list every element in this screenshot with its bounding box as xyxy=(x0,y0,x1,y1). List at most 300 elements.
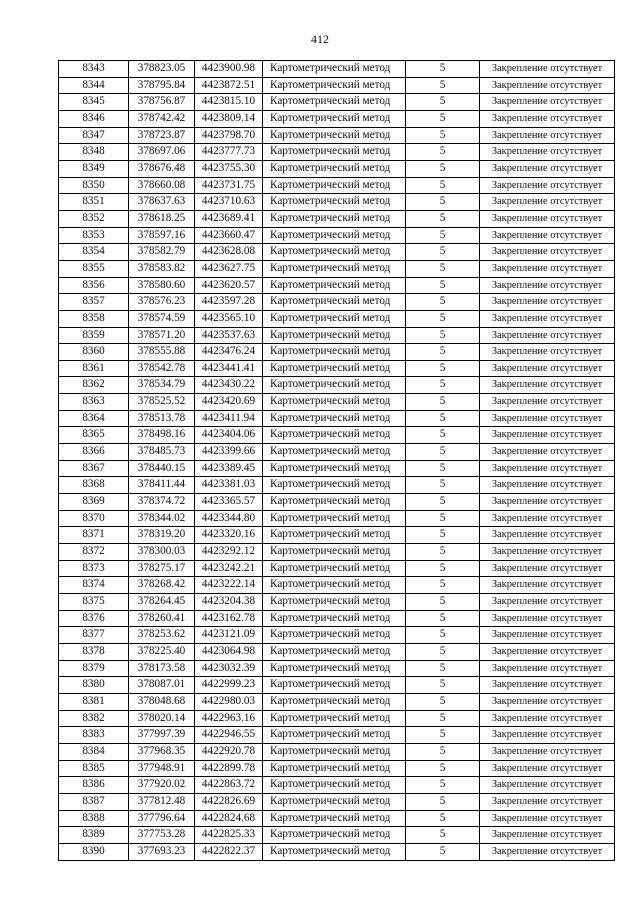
method-cell: Картометрический метод xyxy=(263,777,406,794)
method-cell: Картометрический метод xyxy=(263,394,406,411)
method-cell: Картометрический метод xyxy=(263,594,406,611)
y-coordinate-cell: 4423064.98 xyxy=(195,643,263,660)
y-coordinate-cell: 4423420.69 xyxy=(195,394,263,411)
method-cell: Картометрический метод xyxy=(263,194,406,211)
method-cell: Картометрический метод xyxy=(263,177,406,194)
point-number-cell: 8390 xyxy=(59,843,129,860)
accuracy-cell: 5 xyxy=(406,660,480,677)
x-coordinate-cell: 378440.15 xyxy=(129,460,195,477)
x-coordinate-cell: 378498.16 xyxy=(129,427,195,444)
method-cell: Картометрический метод xyxy=(263,760,406,777)
method-cell: Картометрический метод xyxy=(263,444,406,461)
table-row xyxy=(59,444,615,461)
y-coordinate-cell: 4423121.09 xyxy=(195,627,263,644)
table-row xyxy=(59,494,615,511)
x-coordinate-cell: 378723.87 xyxy=(129,127,195,144)
x-coordinate-cell: 378173.58 xyxy=(129,660,195,677)
x-coordinate-cell: 378580.60 xyxy=(129,277,195,294)
accuracy-cell: 5 xyxy=(406,310,480,327)
y-coordinate-cell: 4422899.78 xyxy=(195,760,263,777)
method-cell: Картометрический метод xyxy=(263,560,406,577)
x-coordinate-cell: 378697.06 xyxy=(129,144,195,161)
method-cell: Картометрический метод xyxy=(263,843,406,860)
fixing-cell: Закрепление отсутствует xyxy=(480,577,615,594)
x-coordinate-cell: 378534.79 xyxy=(129,377,195,394)
accuracy-cell: 5 xyxy=(406,793,480,810)
y-coordinate-cell: 4423381.03 xyxy=(195,477,263,494)
fixing-cell: Закрепление отсутствует xyxy=(480,843,615,860)
fixing-cell: Закрепление отсутствует xyxy=(480,477,615,494)
accuracy-cell: 5 xyxy=(406,710,480,727)
method-cell: Картометрический метод xyxy=(263,360,406,377)
x-coordinate-cell: 378048.68 xyxy=(129,693,195,710)
y-coordinate-cell: 4423204.38 xyxy=(195,594,263,611)
method-cell: Картометрический метод xyxy=(263,144,406,161)
x-coordinate-cell: 378513.78 xyxy=(129,410,195,427)
fixing-cell: Закрепление отсутствует xyxy=(480,693,615,710)
x-coordinate-cell: 377997.39 xyxy=(129,727,195,744)
accuracy-cell: 5 xyxy=(406,160,480,177)
table-row xyxy=(59,160,615,177)
fixing-cell: Закрепление отсутствует xyxy=(480,61,615,78)
method-cell: Картометрический метод xyxy=(263,160,406,177)
table-row xyxy=(59,743,615,760)
table-row xyxy=(59,843,615,860)
accuracy-cell: 5 xyxy=(406,643,480,660)
point-number-cell: 8369 xyxy=(59,494,129,511)
table-row xyxy=(59,310,615,327)
method-cell: Картометрический метод xyxy=(263,244,406,261)
y-coordinate-cell: 4423032.39 xyxy=(195,660,263,677)
accuracy-cell: 5 xyxy=(406,144,480,161)
y-coordinate-cell: 4423162.78 xyxy=(195,610,263,627)
accuracy-cell: 5 xyxy=(406,227,480,244)
table-row xyxy=(59,227,615,244)
table-row xyxy=(59,594,615,611)
y-coordinate-cell: 4423344.80 xyxy=(195,510,263,527)
accuracy-cell: 5 xyxy=(406,344,480,361)
table-row xyxy=(59,61,615,78)
fixing-cell: Закрепление отсутствует xyxy=(480,360,615,377)
accuracy-cell: 5 xyxy=(406,110,480,127)
accuracy-cell: 5 xyxy=(406,743,480,760)
method-cell: Картометрический метод xyxy=(263,544,406,561)
point-number-cell: 8366 xyxy=(59,444,129,461)
y-coordinate-cell: 4423430.22 xyxy=(195,377,263,394)
y-coordinate-cell: 4422980.03 xyxy=(195,693,263,710)
fixing-cell: Закрепление отсутствует xyxy=(480,793,615,810)
fixing-cell: Закрепление отсутствует xyxy=(480,210,615,227)
fixing-cell: Закрепление отсутствует xyxy=(480,710,615,727)
method-cell: Картометрический метод xyxy=(263,710,406,727)
y-coordinate-cell: 4423242.21 xyxy=(195,560,263,577)
y-coordinate-cell: 4422825.33 xyxy=(195,827,263,844)
x-coordinate-cell: 378795.84 xyxy=(129,77,195,94)
accuracy-cell: 5 xyxy=(406,627,480,644)
table-row xyxy=(59,577,615,594)
point-number-cell: 8345 xyxy=(59,94,129,111)
point-number-cell: 8357 xyxy=(59,294,129,311)
fixing-cell: Закрепление отсутствует xyxy=(480,544,615,561)
method-cell: Картометрический метод xyxy=(263,61,406,78)
method-cell: Картометрический метод xyxy=(263,810,406,827)
x-coordinate-cell: 378260.41 xyxy=(129,610,195,627)
y-coordinate-cell: 4423411.94 xyxy=(195,410,263,427)
fixing-cell: Закрепление отсутствует xyxy=(480,494,615,511)
point-number-cell: 8376 xyxy=(59,610,129,627)
fixing-cell: Закрепление отсутствует xyxy=(480,160,615,177)
y-coordinate-cell: 4423689.41 xyxy=(195,210,263,227)
point-number-cell: 8381 xyxy=(59,693,129,710)
accuracy-cell: 5 xyxy=(406,843,480,860)
point-number-cell: 8375 xyxy=(59,594,129,611)
point-number-cell: 8383 xyxy=(59,727,129,744)
accuracy-cell: 5 xyxy=(406,427,480,444)
table-row xyxy=(59,177,615,194)
x-coordinate-cell: 377796.64 xyxy=(129,810,195,827)
fixing-cell: Закрепление отсутствует xyxy=(480,777,615,794)
x-coordinate-cell: 378319.20 xyxy=(129,527,195,544)
method-cell: Картометрический метод xyxy=(263,643,406,660)
accuracy-cell: 5 xyxy=(406,477,480,494)
point-number-cell: 8389 xyxy=(59,827,129,844)
x-coordinate-cell: 377753.28 xyxy=(129,827,195,844)
x-coordinate-cell: 378618.25 xyxy=(129,210,195,227)
point-number-cell: 8362 xyxy=(59,377,129,394)
fixing-cell: Закрепление отсутствует xyxy=(480,527,615,544)
accuracy-cell: 5 xyxy=(406,610,480,627)
table-row xyxy=(59,777,615,794)
accuracy-cell: 5 xyxy=(406,277,480,294)
y-coordinate-cell: 4423404.06 xyxy=(195,427,263,444)
x-coordinate-cell: 378756.87 xyxy=(129,94,195,111)
table-row xyxy=(59,810,615,827)
y-coordinate-cell: 4423872.51 xyxy=(195,77,263,94)
table-row xyxy=(59,210,615,227)
y-coordinate-cell: 4423627.75 xyxy=(195,260,263,277)
table-row xyxy=(59,77,615,94)
method-cell: Картометрический метод xyxy=(263,477,406,494)
table-row xyxy=(59,110,615,127)
accuracy-cell: 5 xyxy=(406,127,480,144)
table-row xyxy=(59,510,615,527)
fixing-cell: Закрепление отсутствует xyxy=(480,677,615,694)
fixing-cell: Закрепление отсутствует xyxy=(480,194,615,211)
x-coordinate-cell: 378660.08 xyxy=(129,177,195,194)
point-number-cell: 8365 xyxy=(59,427,129,444)
method-cell: Картометрический метод xyxy=(263,660,406,677)
y-coordinate-cell: 4423320.16 xyxy=(195,527,263,544)
x-coordinate-cell: 378742.42 xyxy=(129,110,195,127)
y-coordinate-cell: 4422920.78 xyxy=(195,743,263,760)
accuracy-cell: 5 xyxy=(406,577,480,594)
y-coordinate-cell: 4423597.28 xyxy=(195,294,263,311)
table-row xyxy=(59,244,615,261)
table-row xyxy=(59,377,615,394)
point-number-cell: 8349 xyxy=(59,160,129,177)
fixing-cell: Закрепление отсутствует xyxy=(480,244,615,261)
point-number-cell: 8359 xyxy=(59,327,129,344)
y-coordinate-cell: 4422822.37 xyxy=(195,843,263,860)
table-row xyxy=(59,344,615,361)
method-cell: Картометрический метод xyxy=(263,610,406,627)
y-coordinate-cell: 4423755.30 xyxy=(195,160,263,177)
fixing-cell: Закрепление отсутствует xyxy=(480,327,615,344)
x-coordinate-cell: 377693.23 xyxy=(129,843,195,860)
x-coordinate-cell: 378582.79 xyxy=(129,244,195,261)
table-row xyxy=(59,194,615,211)
y-coordinate-cell: 4423815.10 xyxy=(195,94,263,111)
table-row xyxy=(59,827,615,844)
method-cell: Картометрический метод xyxy=(263,460,406,477)
fixing-cell: Закрепление отсутствует xyxy=(480,227,615,244)
x-coordinate-cell: 378574.59 xyxy=(129,310,195,327)
method-cell: Картометрический метод xyxy=(263,127,406,144)
x-coordinate-cell: 378542.78 xyxy=(129,360,195,377)
fixing-cell: Закрепление отсутствует xyxy=(480,560,615,577)
coordinates-table-body xyxy=(59,61,615,861)
method-cell: Картометрический метод xyxy=(263,677,406,694)
point-number-cell: 8377 xyxy=(59,627,129,644)
method-cell: Картометрический метод xyxy=(263,527,406,544)
y-coordinate-cell: 4423292.12 xyxy=(195,544,263,561)
accuracy-cell: 5 xyxy=(406,327,480,344)
fixing-cell: Закрепление отсутствует xyxy=(480,627,615,644)
table-row xyxy=(59,643,615,660)
method-cell: Картометрический метод xyxy=(263,793,406,810)
fixing-cell: Закрепление отсутствует xyxy=(480,177,615,194)
point-number-cell: 8386 xyxy=(59,777,129,794)
table-row xyxy=(59,710,615,727)
table-row xyxy=(59,260,615,277)
accuracy-cell: 5 xyxy=(406,444,480,461)
fixing-cell: Закрепление отсутствует xyxy=(480,610,615,627)
fixing-cell: Закрепление отсутствует xyxy=(480,77,615,94)
fixing-cell: Закрепление отсутствует xyxy=(480,660,615,677)
fixing-cell: Закрепление отсутствует xyxy=(480,344,615,361)
method-cell: Картометрический метод xyxy=(263,410,406,427)
point-number-cell: 8343 xyxy=(59,61,129,78)
point-number-cell: 8388 xyxy=(59,810,129,827)
y-coordinate-cell: 4423537.63 xyxy=(195,327,263,344)
fixing-cell: Закрепление отсутствует xyxy=(480,510,615,527)
x-coordinate-cell: 378576.23 xyxy=(129,294,195,311)
accuracy-cell: 5 xyxy=(406,827,480,844)
table-row xyxy=(59,144,615,161)
x-coordinate-cell: 377968.35 xyxy=(129,743,195,760)
point-number-cell: 8371 xyxy=(59,527,129,544)
x-coordinate-cell: 378637.63 xyxy=(129,194,195,211)
table-row xyxy=(59,360,615,377)
table-row xyxy=(59,727,615,744)
accuracy-cell: 5 xyxy=(406,94,480,111)
y-coordinate-cell: 4423441.41 xyxy=(195,360,263,377)
x-coordinate-cell: 378275.17 xyxy=(129,560,195,577)
accuracy-cell: 5 xyxy=(406,560,480,577)
table-row xyxy=(59,477,615,494)
accuracy-cell: 5 xyxy=(406,777,480,794)
method-cell: Картометрический метод xyxy=(263,427,406,444)
y-coordinate-cell: 4422963.16 xyxy=(195,710,263,727)
x-coordinate-cell: 378583.82 xyxy=(129,260,195,277)
fixing-cell: Закрепление отсутствует xyxy=(480,444,615,461)
accuracy-cell: 5 xyxy=(406,177,480,194)
accuracy-cell: 5 xyxy=(406,760,480,777)
y-coordinate-cell: 4423620.57 xyxy=(195,277,263,294)
fixing-cell: Закрепление отсутствует xyxy=(480,410,615,427)
accuracy-cell: 5 xyxy=(406,727,480,744)
y-coordinate-cell: 4423731.75 xyxy=(195,177,263,194)
accuracy-cell: 5 xyxy=(406,494,480,511)
y-coordinate-cell: 4423660.47 xyxy=(195,227,263,244)
x-coordinate-cell: 378225.40 xyxy=(129,643,195,660)
y-coordinate-cell: 4422826.69 xyxy=(195,793,263,810)
x-coordinate-cell: 378485.73 xyxy=(129,444,195,461)
point-number-cell: 8368 xyxy=(59,477,129,494)
y-coordinate-cell: 4423389.45 xyxy=(195,460,263,477)
point-number-cell: 8350 xyxy=(59,177,129,194)
y-coordinate-cell: 4422946.55 xyxy=(195,727,263,744)
point-number-cell: 8354 xyxy=(59,244,129,261)
accuracy-cell: 5 xyxy=(406,460,480,477)
accuracy-cell: 5 xyxy=(406,677,480,694)
table-row xyxy=(59,677,615,694)
y-coordinate-cell: 4422824.68 xyxy=(195,810,263,827)
point-number-cell: 8380 xyxy=(59,677,129,694)
point-number-cell: 8382 xyxy=(59,710,129,727)
page-number: 412 xyxy=(311,32,329,46)
fixing-cell: Закрепление отсутствует xyxy=(480,260,615,277)
y-coordinate-cell: 4422999.23 xyxy=(195,677,263,694)
fixing-cell: Закрепление отсутствует xyxy=(480,427,615,444)
x-coordinate-cell: 378344.02 xyxy=(129,510,195,527)
x-coordinate-cell: 378411.44 xyxy=(129,477,195,494)
table-row xyxy=(59,294,615,311)
method-cell: Картометрический метод xyxy=(263,827,406,844)
table-row xyxy=(59,410,615,427)
table-row xyxy=(59,560,615,577)
method-cell: Картометрический метод xyxy=(263,210,406,227)
point-number-cell: 8353 xyxy=(59,227,129,244)
table-row xyxy=(59,527,615,544)
fixing-cell: Закрепление отсутствует xyxy=(480,310,615,327)
table-row xyxy=(59,394,615,411)
point-number-cell: 8355 xyxy=(59,260,129,277)
method-cell: Картометрический метод xyxy=(263,277,406,294)
point-number-cell: 8347 xyxy=(59,127,129,144)
point-number-cell: 8387 xyxy=(59,793,129,810)
method-cell: Картометрический метод xyxy=(263,310,406,327)
accuracy-cell: 5 xyxy=(406,244,480,261)
point-number-cell: 8364 xyxy=(59,410,129,427)
accuracy-cell: 5 xyxy=(406,61,480,78)
method-cell: Картометрический метод xyxy=(263,743,406,760)
fixing-cell: Закрепление отсутствует xyxy=(480,760,615,777)
accuracy-cell: 5 xyxy=(406,510,480,527)
y-coordinate-cell: 4423476.24 xyxy=(195,344,263,361)
point-number-cell: 8352 xyxy=(59,210,129,227)
method-cell: Картометрический метод xyxy=(263,727,406,744)
method-cell: Картометрический метод xyxy=(263,110,406,127)
x-coordinate-cell: 378300.03 xyxy=(129,544,195,561)
table-row xyxy=(59,793,615,810)
method-cell: Картометрический метод xyxy=(263,577,406,594)
y-coordinate-cell: 4423628.08 xyxy=(195,244,263,261)
point-number-cell: 8344 xyxy=(59,77,129,94)
y-coordinate-cell: 4423798.70 xyxy=(195,127,263,144)
x-coordinate-cell: 378374.72 xyxy=(129,494,195,511)
accuracy-cell: 5 xyxy=(406,77,480,94)
table-row xyxy=(59,127,615,144)
y-coordinate-cell: 4422863.72 xyxy=(195,777,263,794)
y-coordinate-cell: 4423900.98 xyxy=(195,61,263,78)
point-number-cell: 8367 xyxy=(59,460,129,477)
accuracy-cell: 5 xyxy=(406,360,480,377)
accuracy-cell: 5 xyxy=(406,810,480,827)
y-coordinate-cell: 4423399.66 xyxy=(195,444,263,461)
point-number-cell: 8360 xyxy=(59,344,129,361)
fixing-cell: Закрепление отсутствует xyxy=(480,144,615,161)
method-cell: Картометрический метод xyxy=(263,494,406,511)
accuracy-cell: 5 xyxy=(406,394,480,411)
method-cell: Картометрический метод xyxy=(263,693,406,710)
y-coordinate-cell: 4423222.14 xyxy=(195,577,263,594)
method-cell: Картометрический метод xyxy=(263,510,406,527)
accuracy-cell: 5 xyxy=(406,294,480,311)
point-number-cell: 8385 xyxy=(59,760,129,777)
fixing-cell: Закрепление отсутствует xyxy=(480,294,615,311)
table-row xyxy=(59,94,615,111)
fixing-cell: Закрепление отсутствует xyxy=(480,110,615,127)
x-coordinate-cell: 378555.88 xyxy=(129,344,195,361)
point-number-cell: 8374 xyxy=(59,577,129,594)
accuracy-cell: 5 xyxy=(406,260,480,277)
accuracy-cell: 5 xyxy=(406,210,480,227)
fixing-cell: Закрепление отсутствует xyxy=(480,727,615,744)
method-cell: Картометрический метод xyxy=(263,327,406,344)
y-coordinate-cell: 4423809.14 xyxy=(195,110,263,127)
accuracy-cell: 5 xyxy=(406,594,480,611)
table-row xyxy=(59,427,615,444)
x-coordinate-cell: 378264.45 xyxy=(129,594,195,611)
accuracy-cell: 5 xyxy=(406,410,480,427)
method-cell: Картометрический метод xyxy=(263,294,406,311)
point-number-cell: 8379 xyxy=(59,660,129,677)
fixing-cell: Закрепление отсутствует xyxy=(480,643,615,660)
point-number-cell: 8373 xyxy=(59,560,129,577)
x-coordinate-cell: 378525.52 xyxy=(129,394,195,411)
x-coordinate-cell: 377920.02 xyxy=(129,777,195,794)
fixing-cell: Закрепление отсутствует xyxy=(480,827,615,844)
point-number-cell: 8351 xyxy=(59,194,129,211)
table-row xyxy=(59,610,615,627)
point-number-cell: 8378 xyxy=(59,643,129,660)
point-number-cell: 8356 xyxy=(59,277,129,294)
accuracy-cell: 5 xyxy=(406,544,480,561)
x-coordinate-cell: 378020.14 xyxy=(129,710,195,727)
method-cell: Картометрический метод xyxy=(263,377,406,394)
x-coordinate-cell: 378087.01 xyxy=(129,677,195,694)
point-number-cell: 8384 xyxy=(59,743,129,760)
table-row xyxy=(59,277,615,294)
accuracy-cell: 5 xyxy=(406,693,480,710)
method-cell: Картометрический метод xyxy=(263,260,406,277)
point-number-cell: 8348 xyxy=(59,144,129,161)
table-row xyxy=(59,760,615,777)
table-row xyxy=(59,544,615,561)
x-coordinate-cell: 377948.91 xyxy=(129,760,195,777)
fixing-cell: Закрепление отсутствует xyxy=(480,127,615,144)
